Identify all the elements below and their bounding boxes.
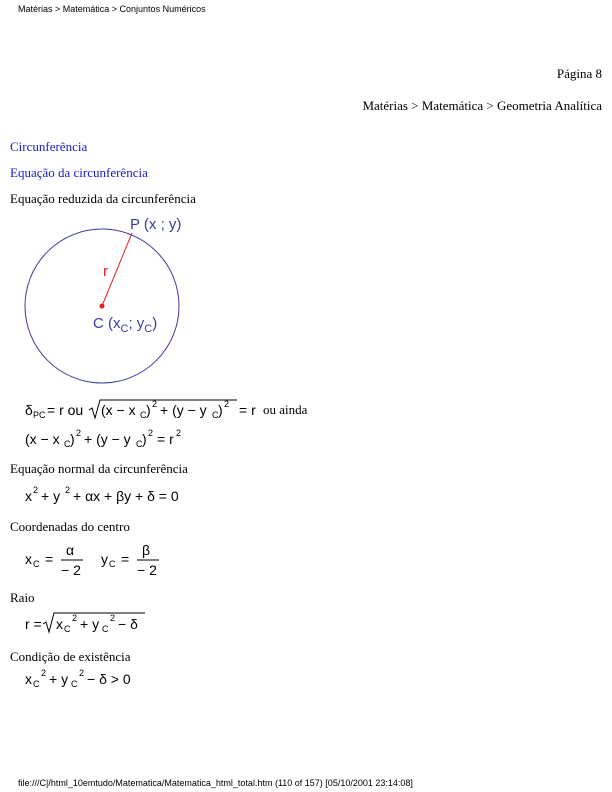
svg-text:2: 2 bbox=[41, 668, 47, 678]
svg-text:− 2: − 2 bbox=[61, 562, 81, 578]
svg-text:): ) bbox=[70, 431, 75, 447]
heading-equacao-reduzida: Equação reduzida da circunferência bbox=[10, 191, 196, 206]
svg-text:2: 2 bbox=[79, 668, 85, 678]
svg-text:=: = bbox=[121, 551, 130, 567]
svg-text:C: C bbox=[33, 559, 40, 569]
section-circunferencia-link[interactable]: Circunferência bbox=[10, 139, 88, 154]
svg-text:2: 2 bbox=[224, 399, 230, 409]
svg-text:C: C bbox=[64, 624, 71, 634]
svg-text:+ (y − y: + (y − y bbox=[84, 431, 131, 447]
svg-text:): ) bbox=[146, 402, 151, 418]
svg-text:C: C bbox=[71, 679, 78, 689]
svg-text:− δ > 0: − δ > 0 bbox=[87, 671, 131, 687]
svg-text:− 2: − 2 bbox=[137, 562, 157, 578]
svg-text:β: β bbox=[142, 542, 151, 558]
svg-text:C: C bbox=[140, 410, 147, 420]
circle-figure bbox=[20, 212, 220, 387]
radius-label: r bbox=[103, 263, 108, 280]
svg-text:x: x bbox=[25, 671, 32, 687]
svg-text:): ) bbox=[142, 431, 147, 447]
svg-text:): ) bbox=[218, 402, 223, 418]
heading-raio: Raio bbox=[10, 590, 35, 605]
svg-text:− δ: − δ bbox=[118, 616, 138, 632]
formula-center bbox=[25, 541, 185, 581]
formula-condition bbox=[25, 668, 185, 690]
formula-normal bbox=[25, 485, 225, 507]
footer-path: file:///C|/html_10emtudo/Matematica/Matematica_html_total.htm (110 of 157) [05/10/2001 23:14:08] bbox=[18, 778, 413, 788]
center-label: C ($x_C$; $y_C$) bbox=[93, 315, 158, 335]
svg-text:y: y bbox=[101, 551, 108, 567]
svg-text:x: x bbox=[56, 616, 63, 632]
center-dot bbox=[100, 304, 105, 309]
page-number: Página 8 bbox=[556, 66, 602, 81]
header-breadcrumb: Matérias > Matemática > Conjuntos Numéricos bbox=[18, 4, 206, 14]
svg-text:2: 2 bbox=[176, 428, 182, 438]
point-p-label: P (x ; y) bbox=[130, 216, 182, 233]
svg-text:PC: PC bbox=[33, 410, 46, 420]
svg-text:C: C bbox=[109, 559, 116, 569]
svg-text:r =: r = bbox=[25, 616, 42, 632]
svg-text:+ y: + y bbox=[80, 616, 100, 632]
svg-text:= r: = r bbox=[157, 431, 174, 447]
formula-radius bbox=[25, 610, 185, 636]
heading-coordenadas-centro: Coordenadas do centro bbox=[10, 519, 130, 534]
heading-condicao-existencia: Condição de existência bbox=[10, 649, 131, 664]
page-breadcrumb: Matérias > Matemática > Geometria Analítica bbox=[362, 98, 602, 113]
formula-reduced bbox=[25, 428, 225, 450]
svg-text:2: 2 bbox=[72, 613, 78, 623]
svg-text:2: 2 bbox=[110, 613, 116, 623]
svg-text:= r: = r bbox=[239, 402, 256, 418]
svg-text:=: = bbox=[45, 551, 54, 567]
heading-equacao-normal: Equação normal da circunferência bbox=[10, 461, 188, 476]
svg-text:δ: δ bbox=[25, 402, 33, 418]
svg-text:+ y: + y bbox=[49, 671, 69, 687]
svg-text:2: 2 bbox=[76, 428, 82, 438]
svg-text:α: α bbox=[66, 542, 75, 558]
svg-text:+ y: + y bbox=[41, 488, 61, 504]
svg-text:2: 2 bbox=[65, 485, 71, 495]
svg-text:x: x bbox=[25, 488, 32, 504]
svg-text:C: C bbox=[64, 439, 71, 449]
svg-text:2: 2 bbox=[148, 428, 154, 438]
svg-text:x: x bbox=[25, 551, 32, 567]
svg-text:(x − x: (x − x bbox=[101, 402, 136, 418]
svg-text:= r ou: = r ou bbox=[47, 402, 84, 418]
svg-text:+ αx + βy + δ = 0: + αx + βy + δ = 0 bbox=[73, 488, 179, 504]
svg-text:2: 2 bbox=[152, 399, 158, 409]
svg-text:(x − x: (x − x bbox=[25, 431, 60, 447]
svg-text:C: C bbox=[102, 624, 109, 634]
svg-text:C: C bbox=[33, 679, 40, 689]
svg-text:C: C bbox=[212, 410, 219, 420]
svg-text:C: C bbox=[136, 439, 143, 449]
svg-text:+ (y − y: + (y − y bbox=[160, 402, 207, 418]
svg-text:2: 2 bbox=[33, 485, 39, 495]
ou-ainda-text: ou ainda bbox=[263, 402, 308, 417]
section-equacao-link[interactable]: Equação da circunferência bbox=[10, 165, 148, 180]
formula-distance bbox=[25, 398, 265, 422]
